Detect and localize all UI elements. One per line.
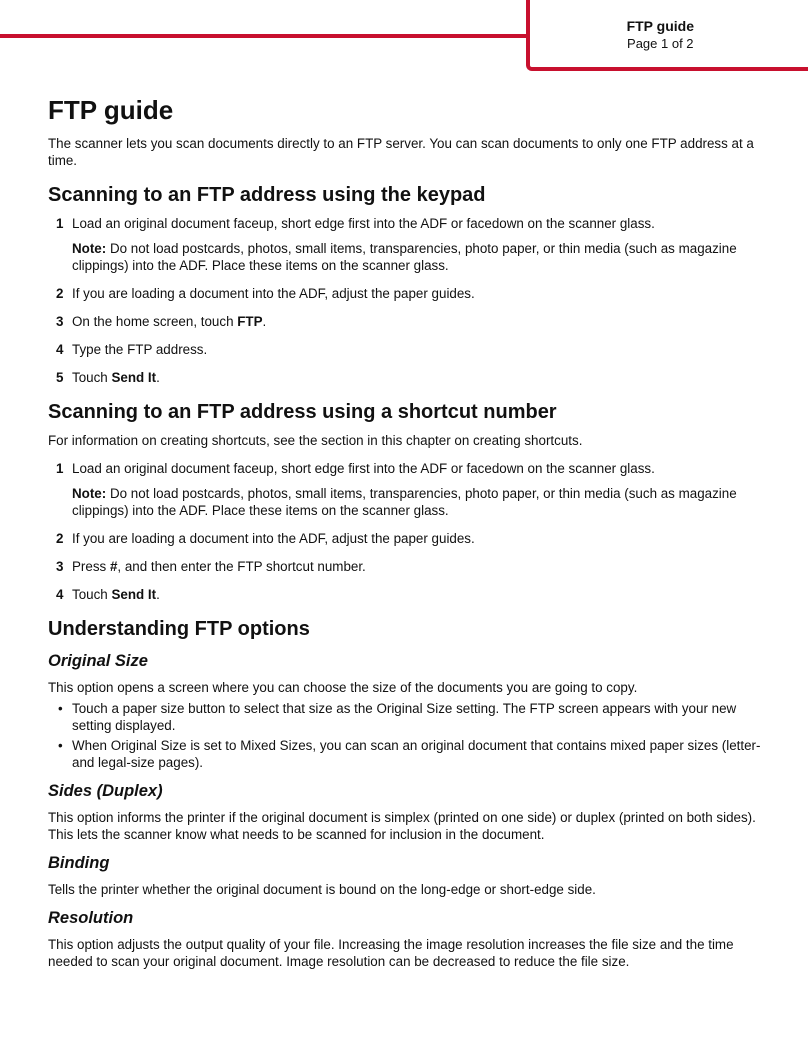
list-item: • Touch a paper size button to select that size as the Original Size setting. The FTP screen appears with your new setting displayed. [58,701,737,733]
binding-text: Tells the printer whether the original document is bound on the long-edge or short-edge side. [48,882,596,897]
header-page-number: Page 1 of 2 [627,36,694,51]
step-number: 3 [56,559,64,574]
step-text: Touch [72,587,112,602]
step-number: 3 [56,314,64,329]
step-bold: FTP [237,314,263,329]
step-number: 4 [56,342,64,357]
step-bold: Send It [111,587,157,602]
step-number: 5 [56,370,64,385]
subheading-resolution: Resolution [48,909,134,927]
header-rule [0,34,528,38]
note-label: Note: [72,241,107,256]
shortcut-intro: For information on creating shortcuts, see the section in this chapter on creating shortcuts. [48,433,583,448]
resolution-text: This option adjusts the output quality of your file. Increasing the image resolution increases the file size and the time needed to scan your original document. Image resolution can be decreased to reduce the file size. [48,937,734,969]
step [48,460,766,519]
subheading-binding: Binding [48,854,110,872]
shortcut-steps [48,460,766,603]
step [48,558,766,575]
step-bold: Send It [111,370,157,385]
note [72,240,766,274]
section-heading-keypad: Scanning to an FTP address using the keypad [48,184,486,206]
step-text: Touch [72,370,112,385]
note-label: Note: [72,486,107,501]
step-text: Press [72,559,110,574]
step-bold: # [109,559,118,574]
step-text: If you are loading a document into the ADF, adjust the paper guides. [72,286,475,301]
step-number: 1 [56,216,64,231]
page-title: FTP guide [48,95,174,125]
header-title: FTP guide [626,18,694,34]
note [72,485,766,519]
subheading-original-size: Original Size [48,652,148,670]
subheading-sides: Sides (Duplex) [48,782,163,800]
step-number: 1 [56,461,64,476]
note-text: Do not load postcards, photos, small items, transparencies, photo paper, or thin media (such as magazine clippings) into the ADF. Place these items on the scanner glass. [72,486,737,518]
step-text: Load an original document faceup, short edge first into the ADF or facedown on the scanner glass. [72,216,655,231]
sides-text: This option informs the printer if the original document is simplex (printed on one side) or duplex (printed on both sides). This lets the scanner know what needs to be scanned for inclusion in the document. [48,810,756,842]
step [48,530,766,547]
step-text: Type the FTP address. [72,342,208,357]
step [48,215,766,274]
step [48,369,766,386]
step [48,341,766,358]
step-number: 2 [56,531,64,546]
step-text: Load an original document faceup, short edge first into the ADF or facedown on the scanner glass. [72,461,655,476]
step-text: , and then enter the FTP shortcut number. [117,559,366,574]
step-number: 4 [56,587,64,602]
original-size-text: This option opens a screen where you can choose the size of the documents you are going to copy. [48,680,638,695]
keypad-steps [48,215,766,386]
bullet-text: Touch a paper size button to select that size as the Original Size setting. The FTP screen appears with your new setting displayed. [72,701,737,733]
intro-paragraph: The scanner lets you scan documents directly to an FTP server. You can scan documents to only one FTP address at a time. [48,136,754,168]
step [48,285,766,302]
step-text: . [262,314,267,329]
step-text: . [156,370,160,385]
step-number: 2 [56,286,64,301]
section-heading-shortcut: Scanning to an FTP address using a shortcut number [48,401,557,423]
document-body [48,94,766,970]
step [48,313,766,330]
note-text: Do not load postcards, photos, small items, transparencies, photo paper, or thin media (such as magazine clippings) into the ADF. Place these items on the scanner glass. [72,241,737,273]
bullet-text: When Original Size is set to Mixed Sizes, you can scan an original document that contains mixed paper sizes (letter- and legal-size pages). [72,738,761,770]
original-size-bullets [48,700,766,771]
section-heading-options: Understanding FTP options [48,618,310,640]
list-item: • When Original Size is set to Mixed Sizes, you can scan an original document that contains mixed paper sizes (letter- and legal-size pages). [58,738,761,770]
step-text: If you are loading a document into the ADF, adjust the paper guides. [72,531,475,546]
step-text: . [156,587,160,602]
running-header [627,18,694,52]
step [48,586,766,603]
step-text: On the home screen, touch [72,314,238,329]
